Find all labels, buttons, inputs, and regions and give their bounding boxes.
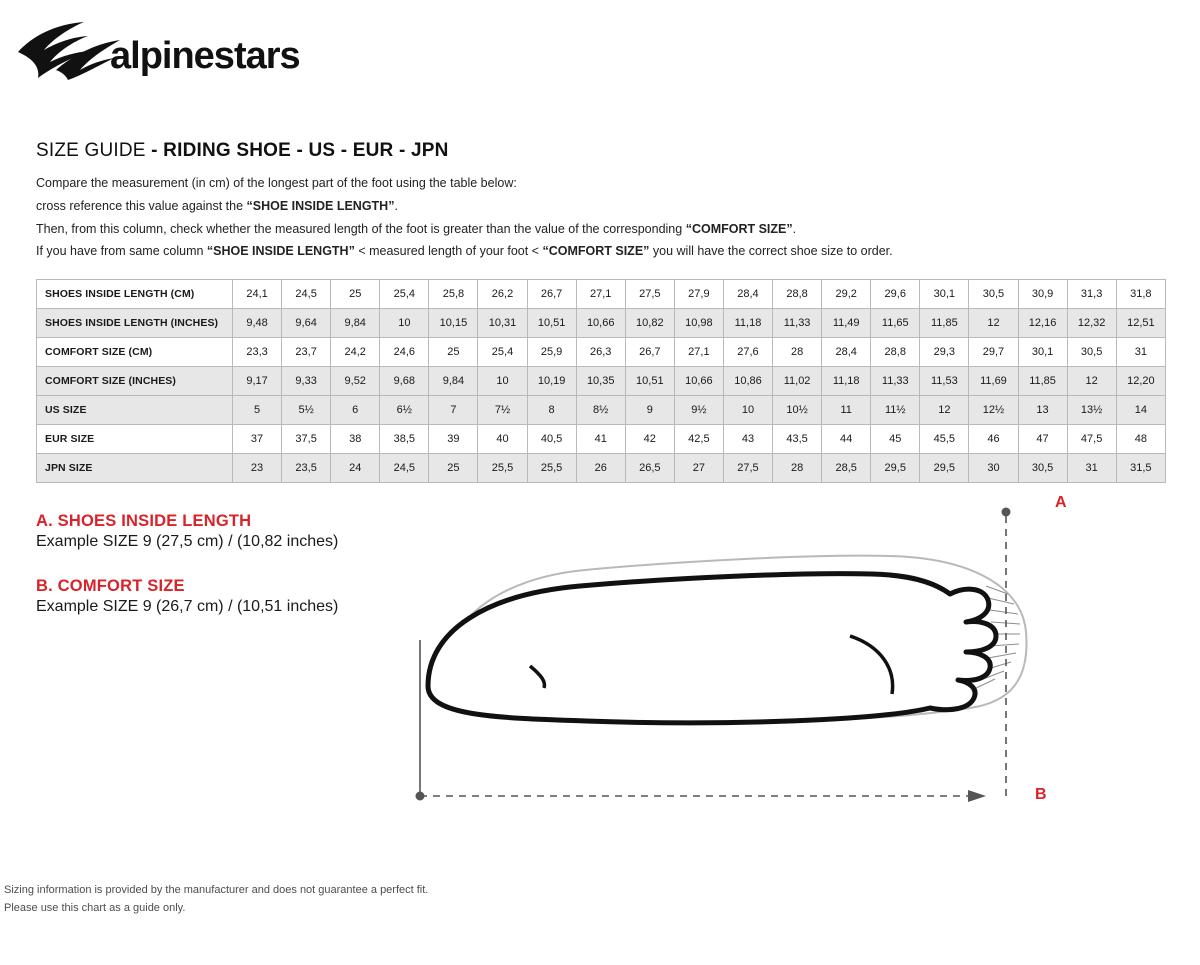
table-row	[37, 454, 1166, 483]
table-cell: 12,20	[1116, 367, 1165, 396]
table-cell: 28,4	[723, 280, 772, 309]
table-cell: 9½	[674, 396, 723, 425]
intro-line-4	[36, 242, 1166, 261]
table-cell: 40	[478, 425, 527, 454]
table-cell: 28,4	[822, 338, 871, 367]
table-cell: 13½	[1067, 396, 1116, 425]
table-cell: 12	[920, 396, 969, 425]
measure-b-arrow	[968, 790, 986, 802]
table-cell: 10,35	[576, 367, 625, 396]
table-cell: 9,84	[429, 367, 478, 396]
table-cell: 31,3	[1067, 280, 1116, 309]
table-cell: 10	[380, 309, 429, 338]
table-cell: 30,9	[1018, 280, 1067, 309]
table-cell: 23	[233, 454, 282, 483]
table-cell: 31,5	[1116, 454, 1165, 483]
table-cell: 11½	[871, 396, 920, 425]
table-cell: 27,9	[674, 280, 723, 309]
table-cell: 12,16	[1018, 309, 1067, 338]
brand-logo	[10, 12, 310, 82]
table-cell: 9,52	[331, 367, 380, 396]
table-row	[37, 367, 1166, 396]
table-cell: 12,51	[1116, 309, 1165, 338]
table-cell: 25,5	[478, 454, 527, 483]
page-title	[36, 140, 1166, 162]
intro-line-2-pre: cross reference this value against the	[36, 198, 247, 213]
table-cell: 23,7	[282, 338, 331, 367]
intro-line-1: Compare the measurement (in cm) of the longest part of the foot using the table below:	[36, 176, 517, 190]
table-cell: 24,2	[331, 338, 380, 367]
table-cell: 24,1	[233, 280, 282, 309]
table-cell: 26,3	[576, 338, 625, 367]
table-cell: 43,5	[773, 425, 822, 454]
table-row-header: EUR SIZE	[37, 425, 233, 454]
table-cell: 28,8	[871, 338, 920, 367]
table-cell: 39	[429, 425, 478, 454]
table-cell: 8	[527, 396, 576, 425]
table-cell: 26,7	[625, 338, 674, 367]
intro-line-3	[36, 220, 1166, 239]
table-cell: 45,5	[920, 425, 969, 454]
table-cell: 25,4	[478, 338, 527, 367]
intro-line-4-post: you will have the correct shoe size to order.	[649, 244, 893, 259]
table-cell: 10,86	[723, 367, 772, 396]
table-cell: 46	[969, 425, 1018, 454]
page-title-main: SIZE GUIDE	[36, 140, 146, 161]
table-cell: 11,65	[871, 309, 920, 338]
table-cell: 6	[331, 396, 380, 425]
intro-line-4-mid: < measured length of your foot <	[354, 244, 543, 259]
table-cell: 29,6	[871, 280, 920, 309]
table-cell: 30	[969, 454, 1018, 483]
table-row	[37, 425, 1166, 454]
table-cell: 10,15	[429, 309, 478, 338]
table-cell: 10½	[773, 396, 822, 425]
table-cell: 45	[871, 425, 920, 454]
table-cell: 38,5	[380, 425, 429, 454]
table-cell: 24,5	[282, 280, 331, 309]
table-cell: 11,02	[773, 367, 822, 396]
table-cell: 24,5	[380, 454, 429, 483]
table-cell: 7	[429, 396, 478, 425]
table-cell: 29,5	[920, 454, 969, 483]
size-table	[36, 279, 1166, 483]
table-cell: 28,5	[822, 454, 871, 483]
table-cell: 30,5	[1018, 454, 1067, 483]
table-cell: 11,18	[723, 309, 772, 338]
table-cell: 11,33	[871, 367, 920, 396]
foot-diagram	[410, 490, 1110, 840]
table-cell: 27	[674, 454, 723, 483]
table-row-header: US SIZE	[37, 396, 233, 425]
legend-b-title: B. COMFORT SIZE	[36, 577, 185, 595]
table-cell: 10	[723, 396, 772, 425]
table-row	[37, 280, 1166, 309]
table-cell: 29,5	[871, 454, 920, 483]
table-cell: 26,5	[625, 454, 674, 483]
table-cell: 42,5	[674, 425, 723, 454]
table-cell: 25,5	[527, 454, 576, 483]
table-cell: 27,5	[723, 454, 772, 483]
table-cell: 30,1	[920, 280, 969, 309]
table-cell: 9,84	[331, 309, 380, 338]
table-cell: 7½	[478, 396, 527, 425]
table-cell: 10,51	[527, 309, 576, 338]
table-cell: 24,6	[380, 338, 429, 367]
table-cell: 9,17	[233, 367, 282, 396]
table-cell: 11,69	[969, 367, 1018, 396]
intro-text	[36, 174, 1166, 261]
alpinestars-logo-icon	[10, 12, 310, 82]
table-cell: 31,8	[1116, 280, 1165, 309]
table-row-header: SHOES INSIDE LENGTH (CM)	[37, 280, 233, 309]
table-cell: 9,33	[282, 367, 331, 396]
table-cell: 30,5	[969, 280, 1018, 309]
table-cell: 11,33	[773, 309, 822, 338]
table-row	[37, 309, 1166, 338]
legend-b-text: Example SIZE 9 (26,7 cm) / (10,51 inches)	[36, 598, 339, 615]
intro-line-4-bold-2: “COMFORT SIZE”	[542, 244, 650, 259]
table-cell: 37	[233, 425, 282, 454]
legend-spacer	[36, 551, 456, 577]
table-cell: 42	[625, 425, 674, 454]
table-row-header: JPN SIZE	[37, 454, 233, 483]
footer-line-1: Sizing information is provided by the manufacturer and does not guarantee a perfect fit.	[4, 884, 429, 896]
page-title-sub: - RIDING SHOE - US - EUR - JPN	[151, 140, 449, 161]
table-cell: 12	[969, 309, 1018, 338]
table-cell: 26,2	[478, 280, 527, 309]
table-row	[37, 338, 1166, 367]
table-cell: 30,1	[1018, 338, 1067, 367]
table-cell: 48	[1116, 425, 1165, 454]
table-cell: 23,3	[233, 338, 282, 367]
table-cell: 24	[331, 454, 380, 483]
table-cell: 12	[1067, 367, 1116, 396]
table-cell: 11,18	[822, 367, 871, 396]
table-cell: 28,8	[773, 280, 822, 309]
table-cell: 29,3	[920, 338, 969, 367]
table-row-header: SHOES INSIDE LENGTH (INCHES)	[37, 309, 233, 338]
table-cell: 8½	[576, 396, 625, 425]
table-row	[37, 396, 1166, 425]
table-cell: 9,48	[233, 309, 282, 338]
table-cell: 25	[429, 454, 478, 483]
table-cell: 43	[723, 425, 772, 454]
table-cell: 47	[1018, 425, 1067, 454]
table-cell: 5½	[282, 396, 331, 425]
table-cell: 26	[576, 454, 625, 483]
table-row-header: COMFORT SIZE (INCHES)	[37, 367, 233, 396]
legend-a-title: A. SHOES INSIDE LENGTH	[36, 512, 252, 530]
intro-line-3-post: .	[792, 221, 797, 236]
table-cell: 10,51	[625, 367, 674, 396]
table-cell: 12,32	[1067, 309, 1116, 338]
table-cell: 10,98	[674, 309, 723, 338]
foot-outline-icon	[410, 490, 1110, 840]
title-block	[36, 140, 1166, 265]
table-cell: 10,19	[527, 367, 576, 396]
intro-line-4-bold-1: “SHOE INSIDE LENGTH”	[206, 244, 355, 259]
intro-line-4-pre: If you have from same column	[36, 244, 207, 259]
table-cell: 29,2	[822, 280, 871, 309]
table-cell: 10	[478, 367, 527, 396]
intro-line-3-pre: Then, from this column, check whether the measured length of the foot is greater than the value of the corresponding	[36, 221, 686, 236]
table-cell: 25,9	[527, 338, 576, 367]
table-cell: 11,85	[920, 309, 969, 338]
table-cell: 9,68	[380, 367, 429, 396]
table-cell: 12½	[969, 396, 1018, 425]
table-cell: 9	[625, 396, 674, 425]
size-table-wrapper	[36, 279, 1166, 483]
table-cell: 5	[233, 396, 282, 425]
table-cell: 11,85	[1018, 367, 1067, 396]
table-cell: 41	[576, 425, 625, 454]
measure-a-dot	[1002, 508, 1011, 517]
table-cell: 27,6	[723, 338, 772, 367]
table-cell: 9,64	[282, 309, 331, 338]
table-cell: 25	[429, 338, 478, 367]
table-cell: 31	[1116, 338, 1165, 367]
table-cell: 30,5	[1067, 338, 1116, 367]
legend-block	[36, 512, 456, 616]
table-cell: 25	[331, 280, 380, 309]
marker-b-label: B	[1035, 786, 1047, 803]
table-cell: 11	[822, 396, 871, 425]
table-cell: 10,66	[576, 309, 625, 338]
table-cell: 14	[1116, 396, 1165, 425]
table-row-header: COMFORT SIZE (CM)	[37, 338, 233, 367]
table-cell: 40,5	[527, 425, 576, 454]
table-cell: 27,1	[576, 280, 625, 309]
table-cell: 27,1	[674, 338, 723, 367]
footer-line-2: Please use this chart as a guide only.	[4, 902, 186, 914]
table-cell: 27,5	[625, 280, 674, 309]
table-cell: 11,49	[822, 309, 871, 338]
intro-line-3-bold: “COMFORT SIZE”	[685, 221, 793, 236]
table-cell: 25,8	[429, 280, 478, 309]
table-cell: 25,4	[380, 280, 429, 309]
intro-line-2-bold: “SHOE INSIDE LENGTH”	[246, 198, 395, 213]
table-cell: 37,5	[282, 425, 331, 454]
intro-line-2-post: .	[394, 198, 398, 213]
table-cell: 28	[773, 338, 822, 367]
table-cell: 10,31	[478, 309, 527, 338]
table-cell: 10,66	[674, 367, 723, 396]
foot-outline-path	[428, 574, 996, 723]
table-cell: 11,53	[920, 367, 969, 396]
footer-note	[4, 884, 904, 920]
marker-a-label: A	[1055, 494, 1067, 511]
table-cell: 13	[1018, 396, 1067, 425]
svg-text:alpinestars: alpinestars	[110, 35, 300, 77]
table-cell: 47,5	[1067, 425, 1116, 454]
table-cell: 28	[773, 454, 822, 483]
intro-line-2	[36, 197, 1166, 216]
table-cell: 44	[822, 425, 871, 454]
table-cell: 31	[1067, 454, 1116, 483]
table-cell: 38	[331, 425, 380, 454]
table-cell: 10,82	[625, 309, 674, 338]
table-cell: 6½	[380, 396, 429, 425]
legend-a-text: Example SIZE 9 (27,5 cm) / (10,82 inches)	[36, 533, 339, 550]
table-cell: 29,7	[969, 338, 1018, 367]
table-cell: 23,5	[282, 454, 331, 483]
table-cell: 26,7	[527, 280, 576, 309]
